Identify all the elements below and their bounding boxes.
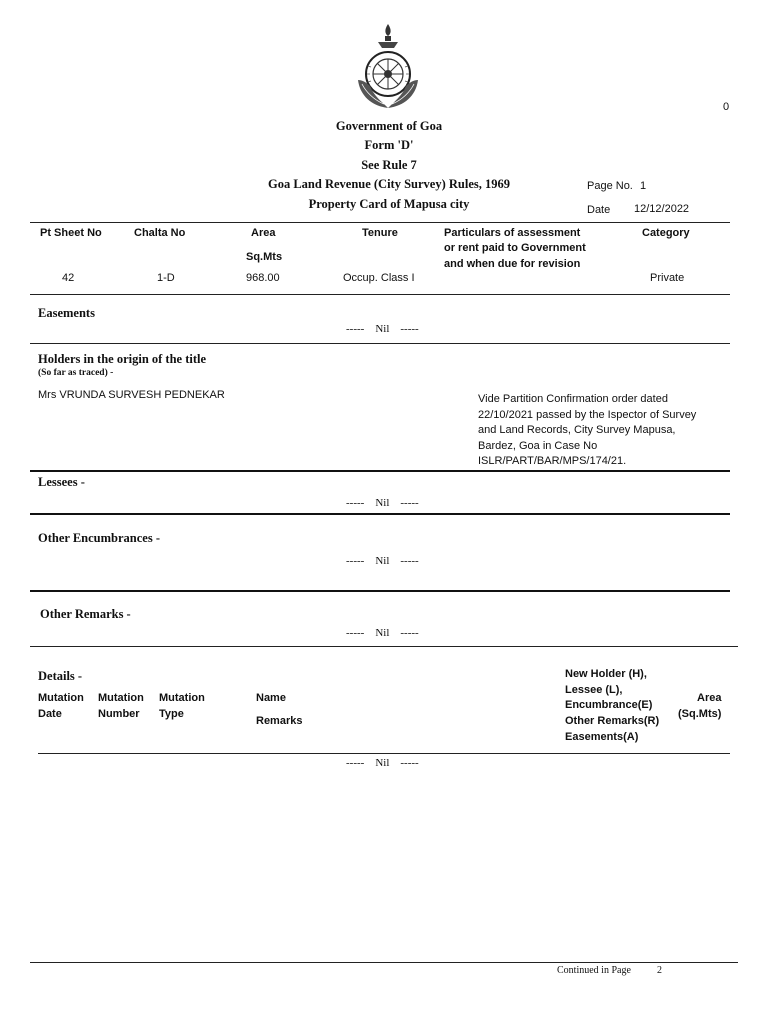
continued-page: 2 (657, 965, 662, 976)
holder-note-line-2: 22/10/2021 passed by the Ispector of Survey (478, 409, 697, 421)
header-government-title: Government of Goa (335, 119, 443, 133)
details-header-mutation-number-2: Number (98, 708, 140, 720)
col-header-particulars-line-2: or rent paid to Government (444, 242, 586, 254)
holder-note-line-3: and Land Records, City Survey Mapusa, (478, 424, 676, 436)
encumbrances-divider (30, 590, 730, 592)
header-form-title: Form 'D' (364, 138, 414, 152)
col-header-pt-sheet-no: Pt Sheet No (40, 227, 102, 239)
details-header-mutation-date-2: Date (38, 708, 62, 720)
holder-note-line-4: Bardez, Goa in Case No (478, 440, 598, 452)
details-header-mutation-type-1: Mutation (159, 692, 205, 704)
lessees-nil: ----- Nil ----- (346, 497, 419, 509)
col-header-chalta-no: Chalta No (134, 227, 186, 239)
details-header-area-2: (Sq.Mts) (678, 708, 722, 720)
other-remarks-nil: ----- Nil ----- (346, 627, 419, 639)
header-rules-title: Goa Land Revenue (City Survey) Rules, 1969 (267, 177, 511, 191)
details-header-remarks: Remarks (256, 715, 303, 727)
footer-divider (30, 962, 738, 963)
cell-chalta-no: 1-D (157, 272, 175, 284)
page-corner-number: 0 (723, 101, 730, 113)
details-header-mutation-number-1: Mutation (98, 692, 144, 704)
other-encumbrances-nil: ----- Nil ----- (346, 555, 419, 567)
remarks-divider (30, 646, 738, 647)
page-number-label: Page No. (587, 180, 633, 192)
col-header-area: Area (251, 227, 276, 239)
col-header-particulars-line-1: Particulars of assessment (444, 227, 581, 239)
lessees-divider (30, 513, 730, 515)
details-header-holder-type-4: Other Remarks(R) (565, 715, 660, 727)
details-header-holder-type-1: New Holder (H), (565, 668, 647, 680)
holders-divider (30, 470, 730, 472)
col-header-particulars-line-3: and when due for revision (444, 258, 581, 270)
col-header-area-unit: Sq.Mts (246, 251, 283, 263)
easements-title: Easements (38, 306, 95, 320)
details-header-mutation-date-1: Mutation (38, 692, 84, 704)
holder-name: Mrs VRUNDA SURVESH PEDNEKAR (38, 389, 225, 401)
details-header-holder-type-2: Lessee (L), (565, 684, 623, 696)
cell-tenure: Occup. Class I (343, 272, 415, 284)
holders-subtitle: (So far as traced) - (38, 368, 114, 378)
details-header-area-1: Area (697, 692, 722, 704)
header-rule-title: See Rule 7 (361, 158, 417, 172)
col-header-tenure: Tenure (362, 227, 398, 239)
col-header-category: Category (642, 227, 690, 239)
easements-divider (30, 343, 730, 344)
header-divider (30, 222, 730, 223)
page-number-value: 1 (640, 180, 647, 192)
holder-note-line-5: ISLR/PART/BAR/MPS/174/21. (478, 455, 627, 467)
details-nil: ----- Nil ----- (346, 757, 419, 769)
cell-pt-sheet-no: 42 (62, 272, 75, 284)
details-header-name: Name (256, 692, 286, 704)
details-divider (38, 753, 730, 754)
lessees-title: Lessees - (38, 475, 85, 489)
date-label: Date (587, 204, 611, 216)
details-title: Details - (38, 669, 83, 683)
holder-note-line-1: Vide Partition Confirmation order dated (478, 393, 668, 405)
government-emblem (352, 20, 424, 114)
details-header-holder-type-5: Easements(A) (565, 731, 639, 743)
other-remarks-title: Other Remarks - (40, 607, 131, 621)
holders-title: Holders in the origin of the title (38, 352, 207, 366)
other-encumbrances-title: Other Encumbrances - (38, 531, 160, 545)
date-value: 12/12/2022 (634, 203, 690, 215)
easements-nil: ----- Nil ----- (346, 323, 419, 335)
continued-label: Continued in Page (557, 965, 631, 976)
details-header-mutation-type-2: Type (159, 708, 184, 720)
details-header-holder-type-3: Encumbrance(E) (565, 699, 653, 711)
table-divider (30, 294, 730, 295)
header-card-title: Property Card of Mapusa city (308, 197, 470, 211)
cell-category: Private (650, 272, 685, 284)
cell-area: 968.00 (246, 272, 280, 284)
